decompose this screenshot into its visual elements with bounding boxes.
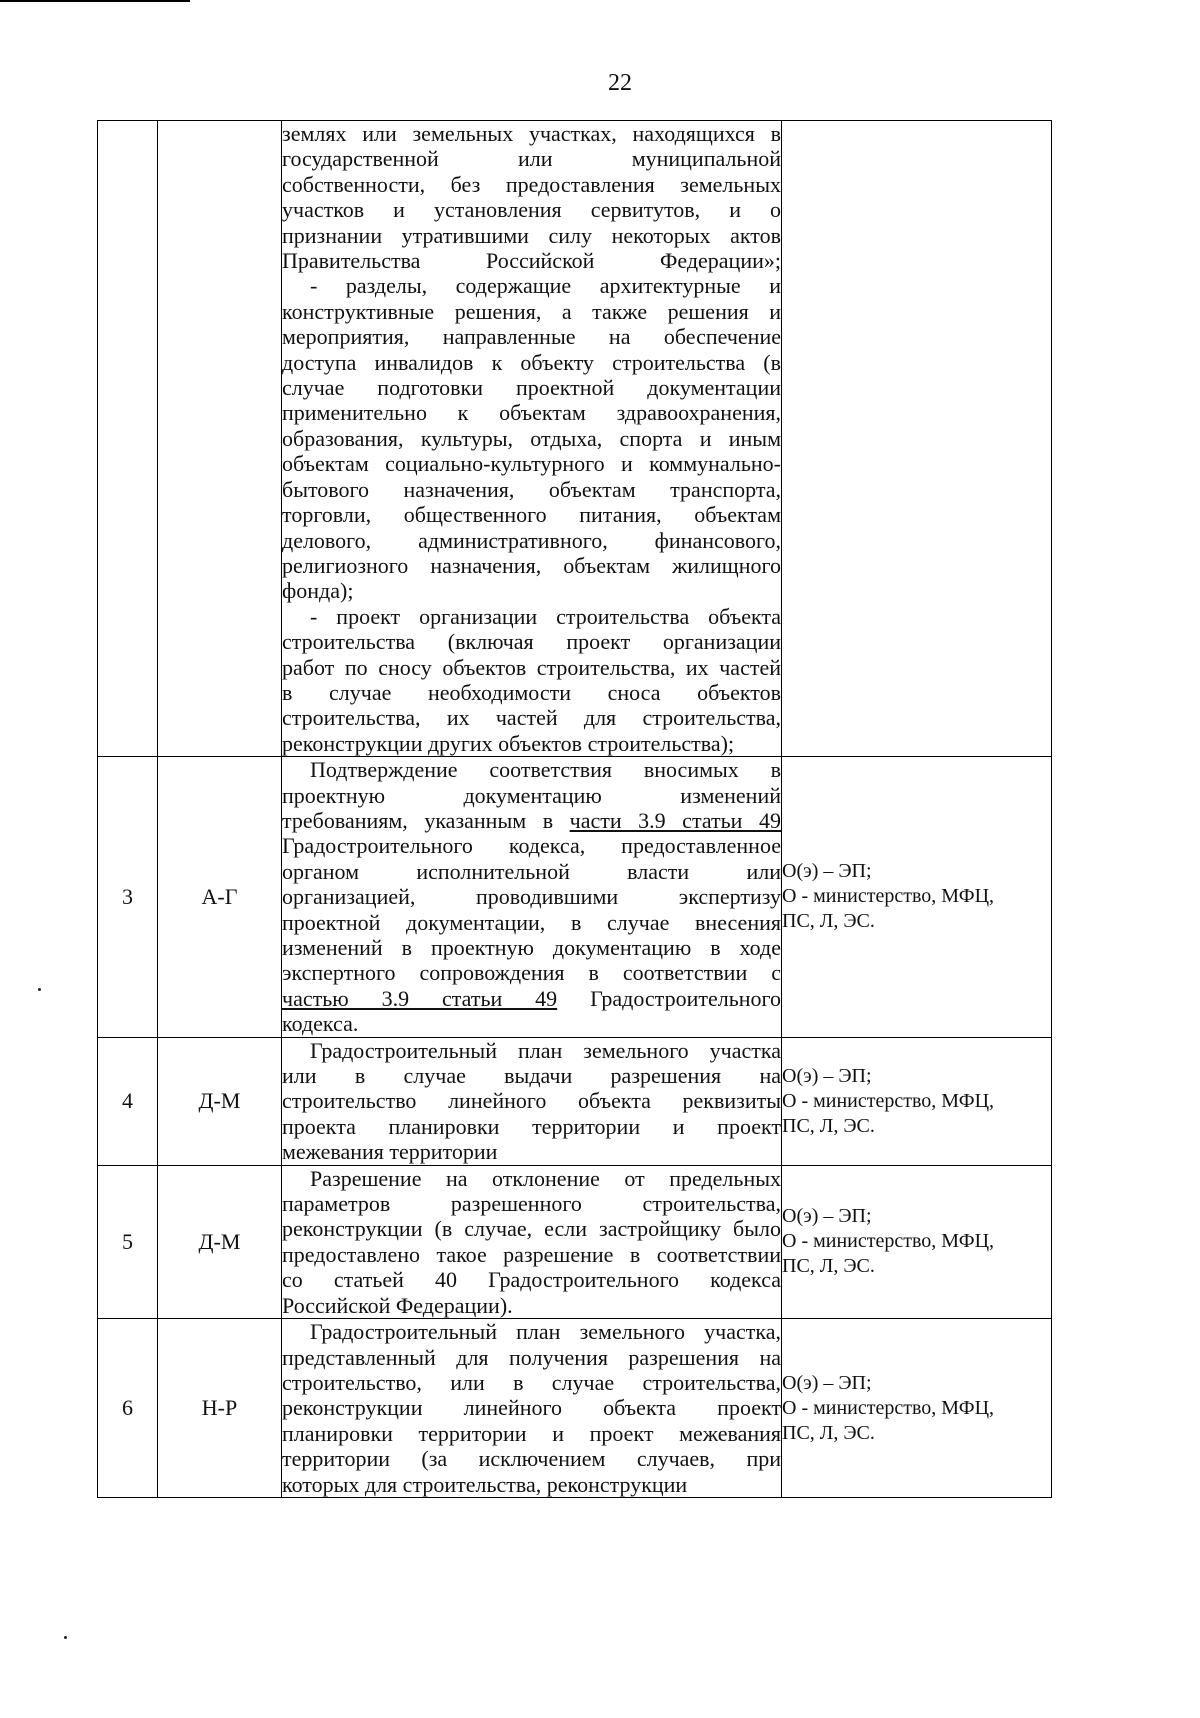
submission-method-line: ПС, Л, ЭС. [782,1421,875,1444]
submission-method-line: О - министерство, МФЦ, [782,1230,995,1253]
description-line: участков и установления сервитутов, и о [282,197,781,223]
description-line: строительства, их частей для строительства, [282,705,781,731]
description-line: со статьей 40 Градостроительного кодекса [282,1267,781,1293]
table-row [98,1165,1052,1318]
description-line: бытового назначения, объектам транспорта, [282,476,781,502]
description-line: - разделы, содержащие архитектурные и [310,273,781,299]
row-submission-method-cell [782,121,1052,757]
legal-reference: частью 3.9 статьи 49 [282,985,558,1011]
row-number-cell: 3 [98,757,158,1037]
row-description-cell [282,1037,782,1165]
row-submission-method-cell [782,1319,1052,1498]
row-description-cell [282,1165,782,1318]
description-line: Подтверждение соответствия вносимых в [310,757,781,783]
table-row [98,757,1052,1037]
description-line: - проект организации строительства объекта [310,603,781,629]
row-number-cell: 4 [98,1037,158,1165]
description-line: землях или земельных участках, находящихся в [282,121,781,146]
description-line: случае подготовки проектной документации [282,375,781,401]
row-number-cell: 6 [98,1319,158,1498]
submission-method-line: ПС, Л, ЭС. [782,1255,875,1278]
description-line: Градостроительного кодекса, предоставленное [282,833,781,859]
description-line: межевания территории [282,1139,498,1165]
row-submission-method-cell [782,1037,1052,1165]
documents-table [97,120,1052,1498]
submission-method-line: О(э) – ЭП; [782,1064,872,1087]
description-line: реконструкции линейного объекта проект [282,1395,781,1421]
scan-speck [64,1636,67,1639]
description-line: кодекса. [282,1011,359,1037]
description-line: работ по сносу объектов строительства, их частей [282,654,781,680]
row-code-cell: А-Г [158,757,282,1037]
submission-method-line: ПС, Л, ЭС. [782,910,875,933]
submission-method-line: О - министерство, МФЦ, [782,1396,995,1419]
description-line: проектной документации, в случае внесения [282,909,781,935]
description-line: Градостроительный план земельного участка [310,1037,781,1063]
description-line: строительство линейного объекта реквизиты [282,1088,781,1114]
description-line: требованиям, указанным в части 3.9 статьи 49 [282,807,781,833]
description-line: образования, культуры, отдыха, спорта и иным [282,425,781,451]
description-line: Градостроительный план земельного участка, [310,1319,781,1345]
table-row [98,1037,1052,1165]
description-line: Разрешение на отклонение от предельных [310,1165,781,1191]
description-line: государственной или муниципальной [282,146,781,172]
description-line: применительно к объектам здравоохранения, [282,400,781,426]
row-description-cell [282,757,782,1037]
submission-method-line: ПС, Л, ЭС. [782,1114,875,1137]
row-description-cell [282,1319,782,1498]
description-line: планировки территории и проект межевания [282,1420,781,1446]
row-number-cell: 5 [98,1165,158,1318]
description-line: религиозного назначения, объектам жилищного [282,552,781,578]
description-line: собственности, без предоставления земельных [282,171,781,197]
description-line: объектам социально-культурного и коммунально- [282,451,781,477]
description-line: параметров разрешенного строительства, [282,1191,781,1217]
description-line: проекта планировки территории и проект [282,1113,781,1139]
description-line: признании утратившими силу некоторых актов [282,222,781,248]
table-row [98,121,1052,757]
description-line: организацией, проводившими экспертизу [282,884,781,910]
description-line: фонда); [282,578,354,604]
legal-reference: части 3.9 статьи 49 [569,807,781,833]
description-line: предоставлено такое разрешение в соответствии [282,1241,781,1267]
row-code-cell: Д-М [158,1037,282,1165]
scan-speck [38,988,41,991]
submission-method-line: О(э) – ЭП; [782,860,872,883]
row-code-cell [158,121,282,757]
scan-edge-mark [0,0,190,2]
description-line: территории (за исключением случаев, при [282,1446,781,1472]
description-line: экспертного сопровождения в соответствии с [282,960,781,986]
description-line: делового, административного, финансового, [282,527,781,553]
description-line: доступа инвалидов к объекту строительства (в [282,349,781,375]
description-line: торговли, общественного питания, объектам [282,502,781,528]
description-line: Российской Федерации). [282,1292,513,1318]
description-line: строительства (включая проект организации [282,629,781,655]
description-line: конструктивные решения, а также решения и [282,298,781,324]
page-number: 22 [608,70,632,96]
description-line: или в случае выдачи разрешения на [282,1063,781,1089]
description-line: изменений в проектную документацию в ходе [282,935,781,960]
row-number-cell [98,121,158,757]
submission-method-line: О - министерство, МФЦ, [782,1089,995,1112]
description-line: Правительства Российской Федерации»; [282,248,781,274]
row-code-cell: Д-М [158,1165,282,1318]
submission-method-line: О(э) – ЭП; [782,1205,872,1228]
row-submission-method-cell [782,757,1052,1037]
table-row [98,1319,1052,1498]
submission-method-line: О(э) – ЭП; [782,1371,872,1394]
description-line: которых для строительства, реконструкции [282,1471,688,1497]
row-description-cell [282,121,782,757]
description-line: реконструкции (в случае, если застройщику было [282,1216,781,1242]
row-code-cell: Н-Р [158,1319,282,1498]
description-line: мероприятия, направленные на обеспечение [282,324,781,350]
description-line: строительство, или в случае строительства, [282,1369,781,1395]
description-line: реконструкции других объектов строительства); [282,730,735,756]
description-line: в случае необходимости сноса объектов [282,679,781,705]
submission-method-line: О - министерство, МФЦ, [782,885,995,908]
description-line: органом исполнительной власти или [282,858,781,884]
description-line: представленный для получения разрешения на [282,1344,781,1370]
description-line: проектную документацию изменений [282,782,781,808]
row-submission-method-cell [782,1165,1052,1318]
description-line: частью 3.9 статьи 49 Градостроительного [282,985,781,1011]
